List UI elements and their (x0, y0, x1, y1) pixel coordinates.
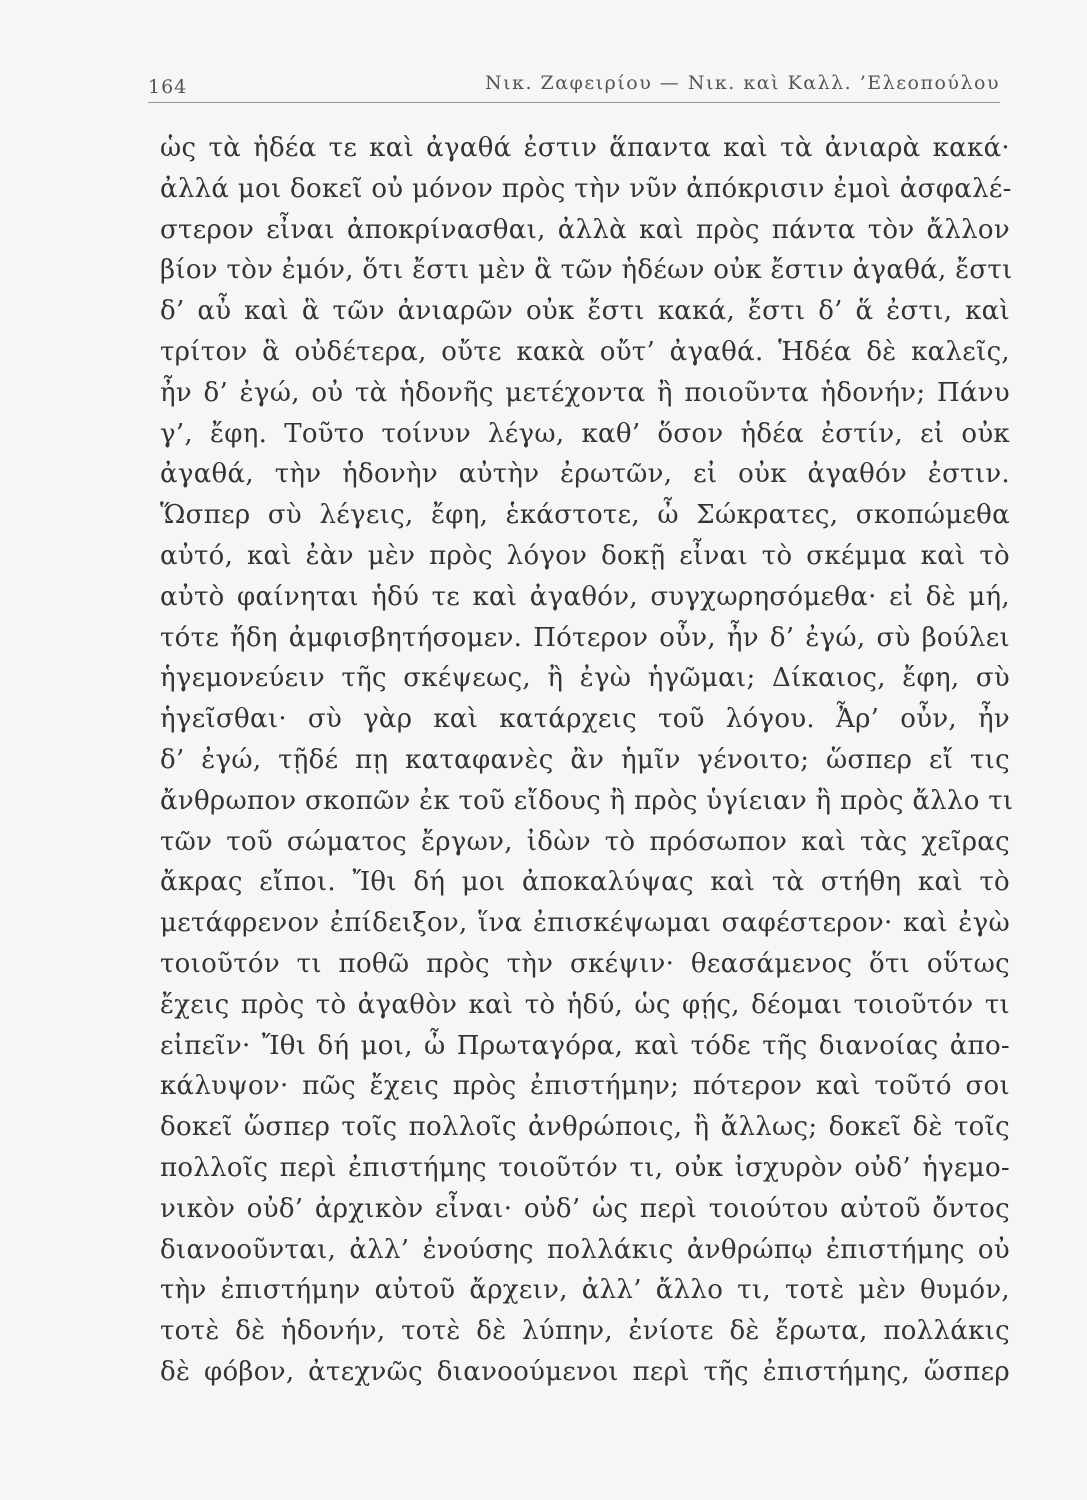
text-line: γ’, ἔφη. Τοῦτο τοίνυν λέγω, καθ’ ὅσον ἡδέα ἐστίν, εἰ οὐκ (160, 418, 1010, 449)
text-line: δοκεῖ ὥσπερ τοῖς πολλοῖς ἀνθρώποις, ἢ ἄλλως; δοκεῖ δὲ τοῖς (160, 1112, 1010, 1143)
page-header (148, 66, 1000, 103)
text-line: ἦν δ’ ἐγώ, οὐ τὰ ἡδονῆς μετέχοντα ἢ ποιοῦντα ἡδονήν; Πάνυ (160, 377, 1010, 408)
text-line: δ’ αὖ καὶ ἃ τῶν ἀνιαρῶν οὐκ ἔστι κακά, ἔστι δ’ ἅ ἐστι, καὶ (160, 296, 1010, 327)
text-line: τοτὲ δὲ ἡδονήν, τοτὲ δὲ λύπην, ἐνίοτε δὲ ἔρωτα, πολλάκις (160, 1316, 1010, 1347)
text-line: τρίτον ἃ οὐδέτερα, οὔτε κακὰ οὔτ’ ἀγαθά. Ἡδέα δὲ καλεῖς, (160, 336, 1010, 367)
text-line: ἡγεμονεύειν τῆς σκέψεως, ἢ ἐγὼ ἡγῶμαι; Δίκαιος, ἔφη, σὺ (160, 663, 1010, 694)
text-line: αὐτὸ φαίνηται ἡδύ τε καὶ ἀγαθόν, συγχωρησόμεθα· εἰ δὲ μή, (160, 581, 1010, 612)
text-line: κάλυψον· πῶς ἔχεις πρὸς ἐπιστήμην; πότερον καὶ τοῦτό σοι (160, 1071, 1010, 1102)
text-line: τότε ἤδη ἀμφισβητήσομεν. Πότερον οὖν, ἦν δ’ ἐγώ, σὺ βούλει (160, 622, 1010, 653)
text-line: τῶν τοῦ σώματος ἔργων, ἰδὼν τὸ πρόσωπον καὶ τὰς χεῖρας (160, 826, 1010, 857)
text-line: ἄκρας εἴποι. Ἴθι δή μοι ἀποκαλύψας καὶ τὰ στήθη καὶ τὸ (160, 867, 1010, 898)
text-line: βίον τὸν ἐμόν, ὅτι ἔστι μὲν ἃ τῶν ἡδέων οὐκ ἔστιν ἀγαθά, ἔστι (160, 255, 1013, 286)
text-line: δὲ φόβον, ἀτεχνῶς διανοούμενοι περὶ τῆς ἐπιστήμης, ὥσπερ (160, 1356, 1010, 1387)
text-line: τοιοῦτόν τι ποθῶ πρὸς τὴν σκέψιν· θεασάμενος ὅτι οὕτως (160, 948, 1010, 979)
text-line: ἄνθρωπον σκοπῶν ἐκ τοῦ εἴδους ἢ πρὸς ὑγίειαν ἢ πρὸς ἄλλο τι (160, 785, 1014, 816)
text-line: τὴν ἐπιστήμην αὐτοῦ ἄρχειν, ἀλλ’ ἄλλο τι, τοτὲ μὲν θυμόν, (160, 1275, 1010, 1306)
running-head: Νικ. Ζαφειρίου — Νικ. καὶ Καλλ. ’Ελεοπούλου (485, 72, 1000, 94)
body-text (160, 128, 1014, 1393)
text-line: ἀγαθά, τὴν ἡδονὴν αὐτὴν ἐρωτῶν, εἰ οὐκ ἀγαθόν ἐστιν. (160, 459, 1010, 490)
text-line: πολλοῖς περὶ ἐπιστήμης τοιοῦτόν τι, οὐκ ἰσχυρὸν οὐδ’ ἡγεμο- (160, 1152, 1010, 1183)
text-line: διανοοῦνται, ἀλλ’ ἐνούσης πολλάκις ἀνθρώπῳ ἐπιστήμης οὐ (160, 1234, 1010, 1265)
text-line: ἔχεις πρὸς τὸ ἀγαθὸν καὶ τὸ ἡδύ, ὡς φῄς, δέομαι τοιοῦτόν τι (160, 989, 1010, 1020)
text-line: νικὸν οὐδ’ ἀρχικὸν εἶναι· οὐδ’ ὡς περὶ τοιούτου αὐτοῦ ὄντος (160, 1193, 1010, 1224)
text-line: Ὥσπερ σὺ λέγεις, ἔφη, ἑκάστοτε, ὦ Σώκρατες, σκοπώμεθα (160, 500, 1010, 531)
text-line: στερον εἶναι ἀποκρίνασθαι, ἀλλὰ καὶ πρὸς πάντα τὸν ἄλλον (160, 214, 1010, 245)
text-line: ἡγεῖσθαι· σὺ γὰρ καὶ κατάρχεις τοῦ λόγου. Ἆρ’ οὖν, ἦν (160, 704, 1010, 735)
text-line: μετάφρενον ἐπίδειξον, ἵνα ἐπισκέψωμαι σαφέστερον· καὶ ἐγὼ (160, 908, 1010, 939)
page-number: 164 (148, 76, 188, 98)
text-line: ἀλλά μοι δοκεῖ οὐ μόνον πρὸς τὴν νῦν ἀπόκρισιν ἐμοὶ ἀσφαλέ- (160, 173, 1012, 204)
text-line: εἰπεῖν· Ἴθι δή μοι, ὦ Πρωταγόρα, καὶ τόδε τῆς διανοίας ἀπο- (160, 1030, 1010, 1061)
text-line: αὐτό, καὶ ἐὰν μὲν πρὸς λόγον δοκῇ εἶναι τὸ σκέμμα καὶ τὸ (160, 540, 1010, 571)
text-line: δ’ ἐγώ, τῇδέ πῃ καταφανὲς ἂν ἡμῖν γένοιτο; ὥσπερ εἴ τις (160, 744, 1010, 775)
text-line: ὡς τὰ ἡδέα τε καὶ ἀγαθά ἐστιν ἅπαντα καὶ τὰ ἀνιαρὰ κακά· (160, 133, 1010, 163)
